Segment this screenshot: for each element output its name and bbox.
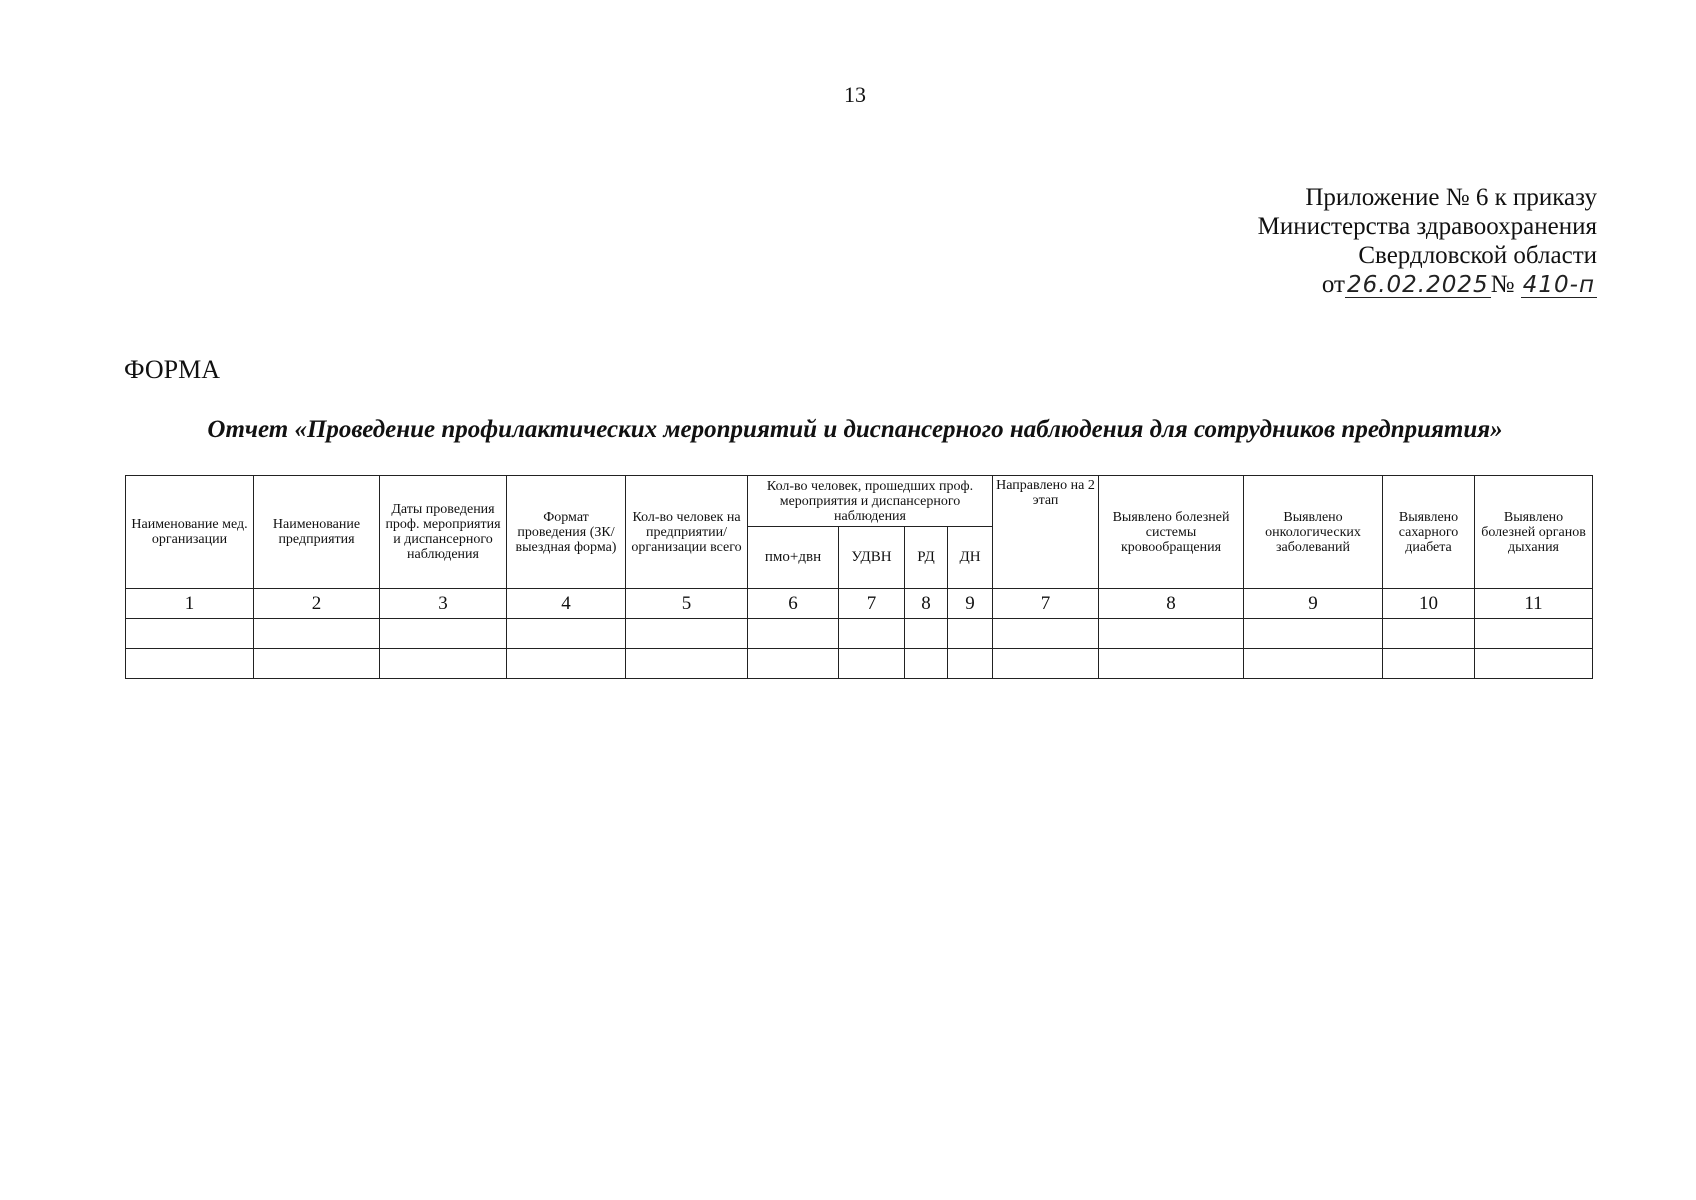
column-number: 5 [626, 589, 748, 619]
header-med-org: Наименование мед. организации [126, 476, 254, 589]
header-passed-group: Кол-во человек, прошедших проф. мероприятия и диспансерного наблюдения [748, 476, 993, 527]
empty-cell [1475, 649, 1593, 679]
form-label: ФОРМА [124, 355, 220, 384]
empty-cell [748, 649, 839, 679]
appendix-line-3: Свердловской области [1358, 242, 1597, 269]
report-title: Отчет «Проведение профилактических мероприятий и диспансерного наблюдения для сотрудников предприятия» [207, 416, 1503, 443]
appendix-block [1258, 183, 1597, 299]
header-rd: РД [905, 527, 948, 589]
header-dn: ДН [948, 527, 993, 589]
empty-cell [948, 619, 993, 649]
order-date: 26.02.2025 [1346, 272, 1489, 298]
empty-cell [507, 619, 626, 649]
header-udvn: УДВН [839, 527, 905, 589]
empty-cell [839, 649, 905, 679]
column-number: 8 [1099, 589, 1244, 619]
empty-cell [380, 619, 507, 649]
header-respiratory: Выявлено болезней органов дыхания [1475, 476, 1593, 589]
report-table [125, 475, 1593, 679]
header-diabetes: Выявлено сахарного диабета [1383, 476, 1475, 589]
header-stage2: Направлено на 2 этап [993, 476, 1099, 589]
appendix-line-2: Министерства здравоохранения [1257, 213, 1597, 240]
empty-cell [1475, 619, 1593, 649]
empty-cell [993, 649, 1099, 679]
empty-cell [748, 619, 839, 649]
empty-cell [905, 619, 948, 649]
column-number: 7 [839, 589, 905, 619]
empty-cell [1383, 649, 1475, 679]
column-number: 1 [126, 589, 254, 619]
empty-cell [626, 619, 748, 649]
header-circulatory: Выявлено болезней системы кровообращения [1099, 476, 1244, 589]
empty-cell [905, 649, 948, 679]
header-pmo-dvn: пмо+двн [748, 527, 839, 589]
header-enterprise: Наименование предприятия [254, 476, 380, 589]
empty-cell [254, 649, 380, 679]
column-number: 6 [748, 589, 839, 619]
empty-cell [1383, 619, 1475, 649]
empty-cell [507, 649, 626, 679]
header-oncology: Выявлено онкологических заболеваний [1244, 476, 1383, 589]
column-number: 9 [1244, 589, 1383, 619]
header-employees-total: Кол-во человек на предприятии/ организации всего [626, 476, 748, 589]
column-number: 4 [507, 589, 626, 619]
column-number: 8 [905, 589, 948, 619]
empty-cell [254, 619, 380, 649]
empty-row [126, 649, 1593, 679]
empty-cell [839, 619, 905, 649]
empty-row [126, 619, 1593, 649]
page-number: 13 [844, 82, 866, 107]
empty-cell [126, 649, 254, 679]
empty-cell [126, 619, 254, 649]
column-number: 10 [1383, 589, 1475, 619]
empty-cell [1099, 649, 1244, 679]
empty-cell [380, 649, 507, 679]
empty-cell [1244, 649, 1383, 679]
column-number: 7 [993, 589, 1099, 619]
order-number: 410-п [1522, 272, 1595, 298]
column-number: 2 [254, 589, 380, 619]
empty-cell [1099, 619, 1244, 649]
number-prefix: № [1490, 271, 1515, 298]
header-format: Формат проведения (ЗК/выездная форма) [507, 476, 626, 589]
from-prefix: от [1321, 271, 1345, 298]
appendix-order-line [1258, 270, 1597, 299]
empty-cell [626, 649, 748, 679]
header-dates: Даты проведения проф. мероприятия и диспансерного наблюдения [380, 476, 507, 589]
empty-cell [993, 619, 1099, 649]
column-number-row [126, 589, 1593, 619]
column-number: 11 [1475, 589, 1593, 619]
column-number: 9 [948, 589, 993, 619]
column-number: 3 [380, 589, 507, 619]
empty-cell [948, 649, 993, 679]
empty-cell [1244, 619, 1383, 649]
appendix-line-1: Приложение № 6 к приказу [1305, 184, 1597, 211]
